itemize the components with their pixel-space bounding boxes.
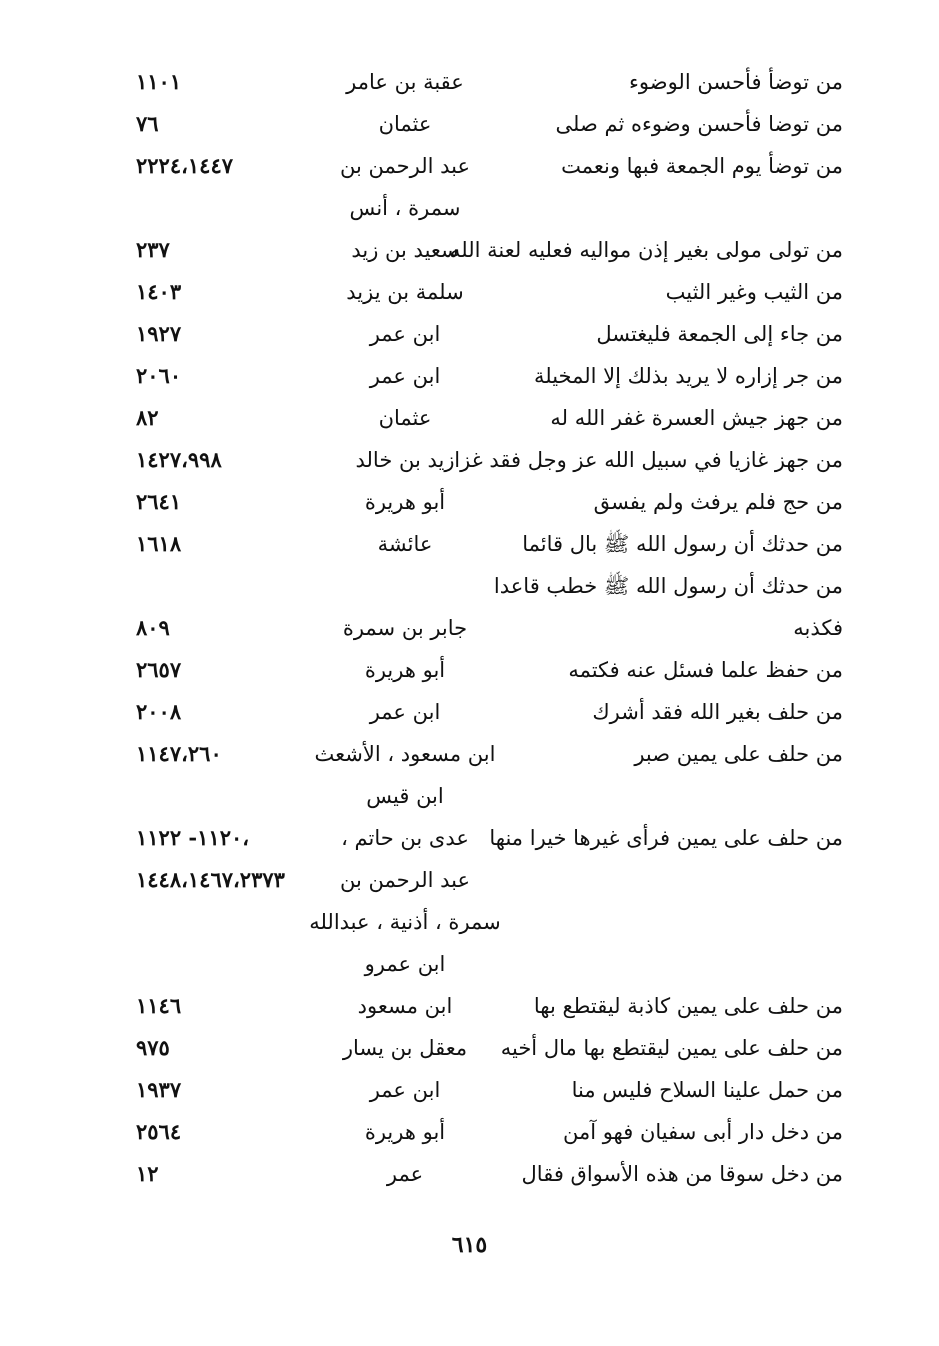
table-row xyxy=(0,944,939,984)
table-row xyxy=(0,524,939,564)
table-row xyxy=(0,818,939,858)
narrator-name: عدى بن حاتم ، xyxy=(341,826,469,850)
table-row xyxy=(0,860,939,900)
table-row xyxy=(0,440,939,480)
narrator-name: سلمة بن يزيد xyxy=(346,280,464,304)
table-row xyxy=(0,566,939,606)
narrator-name: ابن قيس xyxy=(366,784,444,808)
hadith-text: من حدثك أن رسول الله ﷺ خطب قاعدا xyxy=(493,574,843,598)
narrator-name: سمرة ، أذنية ، عبدالله xyxy=(309,910,501,934)
table-row xyxy=(0,1028,939,1068)
hadith-numbers: ٩٧٥ xyxy=(136,1035,170,1060)
table-row xyxy=(0,356,939,396)
table-row xyxy=(0,398,939,438)
table-row xyxy=(0,776,939,816)
table-row xyxy=(0,608,939,648)
narrator-name: عثمان xyxy=(378,406,432,430)
narrator-name: جابر بن سمرة xyxy=(342,616,468,640)
hadith-numbers: ١٢ xyxy=(136,1161,159,1186)
table-row xyxy=(0,104,939,144)
hadith-numbers: ٢٥٦٤ xyxy=(136,1119,182,1144)
hadith-text: من تولى مولى بغير إذن مواليه فعليه لعنة الله xyxy=(450,238,843,262)
hadith-text: من حفظ علما فسئل عنه فكتمه xyxy=(568,658,843,682)
narrator-name: ابن عمر xyxy=(369,700,441,724)
page-number: ٦١٥ xyxy=(451,1232,488,1258)
table-row xyxy=(0,986,939,1026)
narrator-name: عبد الرحمن بن xyxy=(340,154,470,178)
narrator-name xyxy=(300,566,510,606)
narrator-name: عثمان xyxy=(378,112,432,136)
narrator-name: ابن عمرو xyxy=(364,952,446,976)
narrator-name: سمرة ، أنس xyxy=(349,196,461,220)
hadith-numbers: ٢٦٤١ xyxy=(136,489,182,514)
narrator-name: ابن عمر xyxy=(369,1078,441,1102)
narrator-name: ابن عمر xyxy=(369,364,441,388)
hadith-numbers: ٢٦٥٧ xyxy=(136,657,182,682)
hadith-text: من حلف على يمين فرأى غيرها خيرا منها xyxy=(489,826,843,850)
narrator-name: أبو هريرة xyxy=(364,490,446,514)
hadith-numbers: ١١٤٦ xyxy=(136,993,182,1018)
hadith-numbers: ٢٢٢٤،١٤٤٧ xyxy=(136,153,234,178)
hadith-numbers: ١٦١٨ xyxy=(136,531,182,556)
hadith-text: من جهز جيش العسرة غفر الله له xyxy=(550,406,843,430)
table-row xyxy=(0,1154,939,1194)
hadith-text: من حج فلم يرفث ولم يفسق xyxy=(593,490,843,514)
narrator-name: سعيد بن زيد xyxy=(351,238,459,262)
hadith-text: من حلف على يمين ليقتطع بها مال أخيه xyxy=(500,1036,843,1060)
narrator-name: عبد الرحمن بن xyxy=(340,868,470,892)
table-row xyxy=(0,62,939,102)
hadith-text: من حدثك أن رسول الله ﷺ بال قائما xyxy=(522,532,843,556)
hadith-numbers: ١٤٤٨،١٤٦٧،٢٣٧٣ xyxy=(136,867,285,892)
table-row xyxy=(0,902,939,942)
narrator-name: أبو هريرة xyxy=(364,1120,446,1144)
hadith-numbers: ٢٠٠٨ xyxy=(136,699,182,724)
hadith-text: فكذبه xyxy=(793,616,843,640)
table-row xyxy=(0,188,939,228)
hadith-numbers: ١٤٢٧،٩٩٨ xyxy=(136,447,222,472)
hadith-text: من توضأ يوم الجمعة فبها ونعمت xyxy=(561,154,843,178)
narrator-name: معقل بن يسار xyxy=(342,1036,468,1060)
hadith-text: من جر إزاره لا يريد بذلك إلا المخيلة xyxy=(533,364,843,388)
table-row xyxy=(0,482,939,522)
narrator-name: عمر xyxy=(386,1162,424,1186)
hadith-text: من حلف على يمين صبر xyxy=(634,742,843,766)
hadith-numbers: ٨٢ xyxy=(136,405,159,430)
hadith-text: من حمل علينا السلاح فليس منا xyxy=(571,1078,843,1102)
narrator-name: زيد بن خالد xyxy=(355,448,455,472)
hadith-text: من توضأ فأحسن الوضوء xyxy=(629,70,843,94)
narrator-name: عائشة xyxy=(377,532,433,556)
hadith-numbers: ١٩٢٧ xyxy=(136,321,182,346)
narrator-name: أبو هريرة xyxy=(364,658,446,682)
table-row xyxy=(0,1070,939,1110)
hadith-numbers: ٢٠٦٠ xyxy=(136,363,182,388)
table-row xyxy=(0,1112,939,1152)
hadith-text: من توضا فأحسن وضوءه ثم صلى xyxy=(555,112,843,136)
hadith-numbers: ٨٠٩ xyxy=(136,615,170,640)
hadith-text: من دخل دار أبى سفيان فهو آمن xyxy=(562,1120,843,1144)
table-row xyxy=(0,650,939,690)
hadith-text: من جاء إلى الجمعة فليغتسل xyxy=(596,322,843,346)
hadith-text: من جهز غازيا في سبيل الله عز وجل فقد غزا xyxy=(454,448,843,472)
table-row xyxy=(0,230,939,270)
table-row xyxy=(0,734,939,774)
table-row xyxy=(0,314,939,354)
hadith-numbers: ١١٢٠- ١١٢٢، xyxy=(136,825,250,850)
hadith-numbers: ٧٦ xyxy=(136,111,159,136)
hadith-text: من الثيب وغير الثيب xyxy=(665,280,843,304)
narrator-name: ابن مسعود xyxy=(357,994,453,1018)
table-row xyxy=(0,146,939,186)
hadith-text: من حلف على يمين كاذبة ليقتطع بها xyxy=(533,994,843,1018)
hadith-numbers: ١١٠١ xyxy=(136,69,182,94)
hadith-numbers: ١١٤٧،٢٦٠ xyxy=(136,741,222,766)
hadith-text: من دخل سوقا من هذه الأسواق فقال xyxy=(521,1162,843,1186)
hadith-numbers: ١٤٠٣ xyxy=(136,279,182,304)
table-row xyxy=(0,272,939,312)
hadith-text: من حلف بغير الله فقد أشرك xyxy=(592,700,843,724)
hadith-numbers: ١٩٣٧ xyxy=(136,1077,182,1102)
narrator-name: ابن عمر xyxy=(369,322,441,346)
narrator-name: عقبة بن عامر xyxy=(346,70,464,94)
narrator-name: ابن مسعود ، الأشعث xyxy=(314,742,496,766)
hadith-numbers: ٢٣٧ xyxy=(136,237,170,262)
table-row xyxy=(0,692,939,732)
